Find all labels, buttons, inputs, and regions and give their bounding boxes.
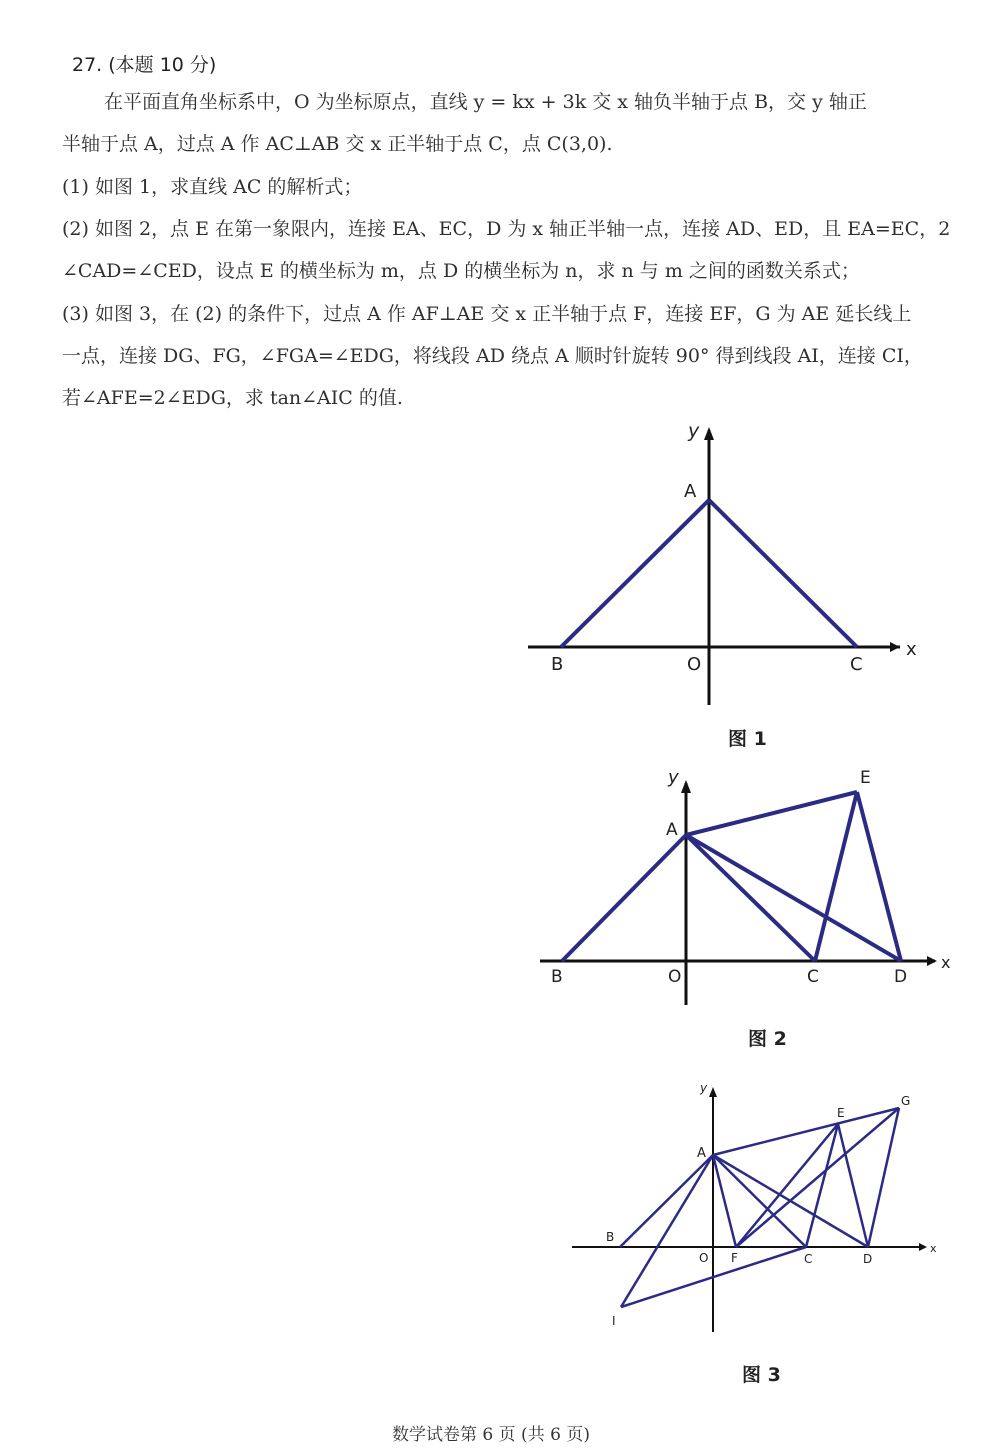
- question-part-1: (1) 如图 1，求直线 AC 的解析式；: [62, 176, 363, 198]
- figure-1-caption: 图 1: [728, 728, 767, 750]
- question-part-3-line-2: 一点，连接 DG、FG，∠FGA=∠EDG，将线段 AD 绕点 A 顺时针旋转 90° 得到线段 AI，连接 CI，: [62, 345, 923, 367]
- segment-AB: [561, 500, 709, 647]
- x-axis-arrow-icon: [919, 1243, 927, 1251]
- label-O: O: [699, 1251, 709, 1265]
- label-x: x: [906, 639, 917, 660]
- label-C: C: [804, 1252, 813, 1266]
- question-part-2-line-1: (2) 如图 2，点 E 在第一象限内，连接 EA、EC，D 为 x 轴正半轴一点，连接 AD、ED，且 EA=EC，2: [62, 218, 951, 240]
- question-line-2: 半轴于点 A，过点 A 作 AC⊥AB 交 x 正半轴于点 C，点 C(3,0).: [62, 133, 613, 155]
- segment-EC: [815, 792, 857, 961]
- label-B: B: [551, 967, 563, 987]
- label-E: E: [837, 1106, 845, 1120]
- segment-AF: [713, 1155, 736, 1247]
- label-D: D: [863, 1252, 873, 1266]
- question-header: 27. (本题 10 分): [72, 54, 217, 76]
- y-axis-arrow-icon: [681, 780, 691, 793]
- label-C: C: [850, 654, 863, 675]
- figure-3-diagram: [560, 1075, 950, 1345]
- question-part-2-line-2: ∠CAD=∠CED，设点 E 的横坐标为 m，点 D 的横坐标为 n，求 n 与 m 之间的函数关系式；: [62, 260, 860, 282]
- segment-ED: [857, 792, 901, 961]
- segment-AB: [562, 835, 686, 961]
- y-axis-arrow-icon: [704, 427, 714, 440]
- page-footer: 数学试卷第 6 页 (共 6 页): [392, 1425, 590, 1445]
- label-B: B: [551, 654, 564, 675]
- label-x: x: [930, 1242, 937, 1255]
- segment-AE: [686, 792, 857, 835]
- label-y: y: [668, 767, 679, 788]
- segment-ED: [838, 1124, 868, 1247]
- figure-3-caption: 图 3: [742, 1364, 781, 1386]
- figure-1-diagram: [520, 415, 930, 715]
- label-C: C: [807, 967, 819, 987]
- question-line-1: 在平面直角坐标系中，O 为坐标原点，直线 y = kx + 3k 交 x 轴负半轴于点 B，交 y 轴正: [104, 91, 867, 113]
- label-G: G: [901, 1094, 911, 1108]
- x-axis-arrow-icon: [890, 642, 900, 652]
- label-x: x: [941, 953, 951, 972]
- label-y: y: [688, 420, 700, 442]
- label-O: O: [668, 967, 682, 987]
- label-E: E: [860, 768, 871, 788]
- label-O: O: [687, 654, 702, 675]
- label-F: F: [731, 1251, 738, 1265]
- figure-2-diagram: [530, 760, 960, 1020]
- x-axis-arrow-icon: [927, 956, 937, 966]
- label-A: A: [684, 481, 697, 502]
- label-A: A: [666, 820, 678, 840]
- label-B: B: [606, 1230, 615, 1244]
- label-I: I: [612, 1314, 616, 1328]
- figure-2-caption: 图 2: [748, 1028, 787, 1050]
- label-A: A: [697, 1146, 706, 1161]
- y-axis-arrow-icon: [709, 1087, 717, 1097]
- question-part-3-line-1: (3) 如图 3，在 (2) 的条件下，过点 A 作 AF⊥AE 交 x 正半轴于点 F，连接 EF，G 为 AE 延长线上: [62, 303, 912, 325]
- label-y: y: [700, 1081, 708, 1095]
- segment-AC: [709, 500, 857, 647]
- label-D: D: [894, 967, 908, 987]
- question-part-3-line-3: 若∠AFE=2∠EDG，求 tan∠AIC 的值.: [62, 387, 403, 409]
